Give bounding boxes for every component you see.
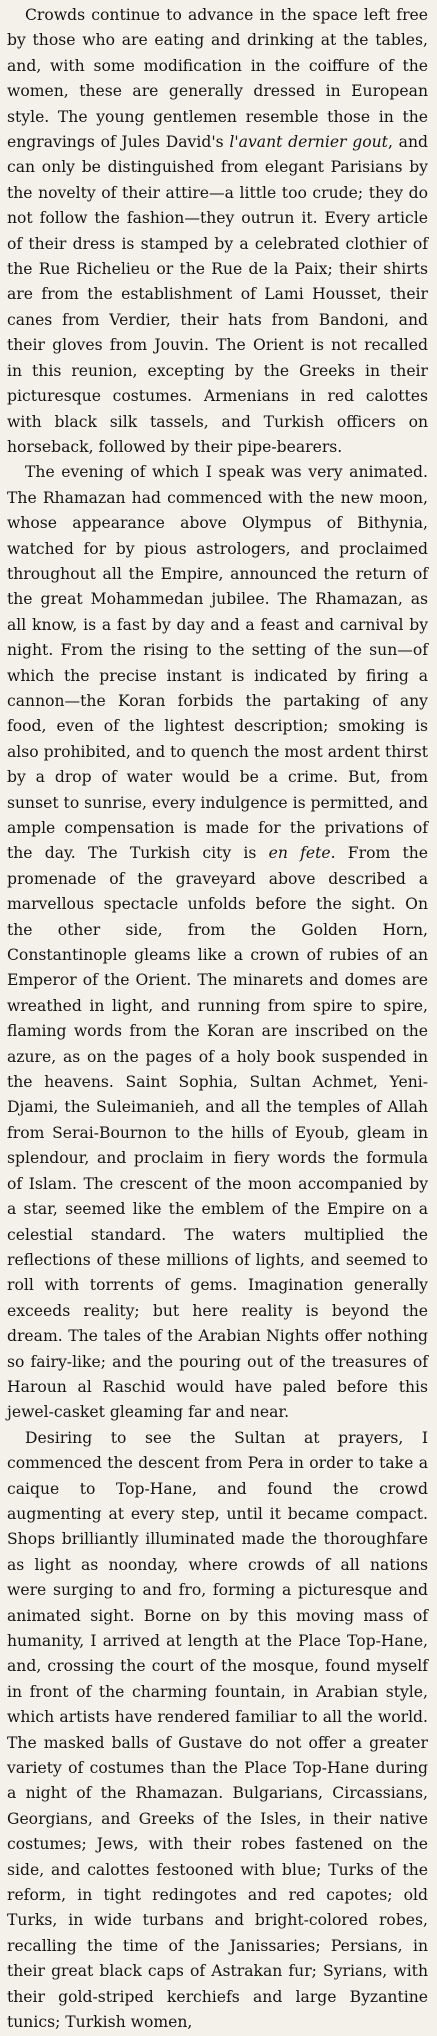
paragraph: The evening of which I speak was very animated. The Rhamazan had commenced with the new moon, whose appearance above Olympus of Bithynia, watched for by pious astrologers, and proclaimed throughout all the Empire, announced the return of the great Mohammedan jubilee. The Rhamazan, as all know, is a fast by day and a feast and carnival by night. From the rising to the setting of the sun—of which the precise instant is indicated by firing a cannon—the Koran forbids the partaking of any food, even of the lightest description; smoking is also prohibited, and to quench the most ardent thirst by a drop of water would be a crime. But, from sunset to sunrise, every indulgence is permitted, and ample compensation is made for the privations of the day. The Turkish city is en fete. From the promenade of the graveyard above described a marvellous spectacle unfolds before the sight. On the other side, from the Golden Horn, Constantinople gleams like a crown of rubies of an Emperor of the Orient. The minarets and domes are wreathed in light, and running from spire to spire, flaming words from the Koran are inscribed on the azure, as on the pages of a holy book suspended in the heavens. Saint Sophia, Sultan Achmet, Yeni-Djami, the Suleimanieh, and all the temples of Allah from Serai-Bournon to the hills of Eyoub, gleam in splendour, and proclaim in fiery words the formula of Islam. The crescent of the moon accompanied by a star, seemed like the emblem of the Empire on a celestial standard. The waters multiplied the reflections of these millions of lights, and seemed to roll with torrents of gems. Imagination generally exceeds reality; but here reality is beyond the dream. The tales of the Arabian Nights offer nothing so fairy-like; and the pouring out of the treasures of Haroun al Raschid would have paled before this jewel-casket gleaming far and near. [7, 463, 428, 1422]
italic-phrase: en fete [268, 844, 331, 863]
paragraph: Crowds continue to advance in the space left free by those who are eating and drinking at the tables, and, with some modification in the coiffure of the women, these are generally dressed in European style. The young gentlemen resemble those in the engravings of Jules David's l'avant dernier gout, and can only be distinguished from elegant Parisians by the novelty of their attire—a little too crude; they do not follow the fashion—they outrun it. Every article of their dress is stamped by a celebrated clothier of the Rue Richelieu or the Rue de la Paix; their shirts are from the establishment of Lami Housset, their canes from Verdier, their hats from Bandoni, and their gloves from Jouvin. The Orient is not recalled in this reunion, excepting by the Greeks in their picturesque costumes. Armenians in red calottes with black silk tassels, and Turkish officers on horseback, followed by their pipe-bearers. [7, 6, 428, 456]
paragraph: Desiring to see the Sultan at prayers, I commenced the descent from Pera in order to take a caique to Top-Hane, and found the crowd augmenting at every step, until it became compact. Shops brilliantly illuminated made the thoroughfare as light as noonday, where crowds of all nations were surging to and fro, forming a picturesque and animated sight. Borne on by this moving mass of humanity, I arrived at length at the Place Top-Hane, and, crossing the court of the mosque, found myself in front of the charming fountain, in Arabian style, which artists have rendered familiar to all the world. The masked balls of Gustave do not offer a greater variety of costumes than the Place Top-Hane during a night of the Rhamazan. Bulgarians, Circassians, Georgians, and Greeks of the Isles, in their native costumes; Jews, with their robes fastened on the side, and calottes festooned with blue; Turks of the reform, in tight redingotes and red capotes; old Turks, in wide turbans and bright-colored robes, recalling the time of the Janissaries; Persians, in their great black caps of Astrakan fur; Syrians, with their gold-striped kerchiefs and large Byzantine tunics; Turkish women, [7, 1428, 428, 2032]
italic-phrase: l'avant dernier gout [229, 133, 388, 152]
